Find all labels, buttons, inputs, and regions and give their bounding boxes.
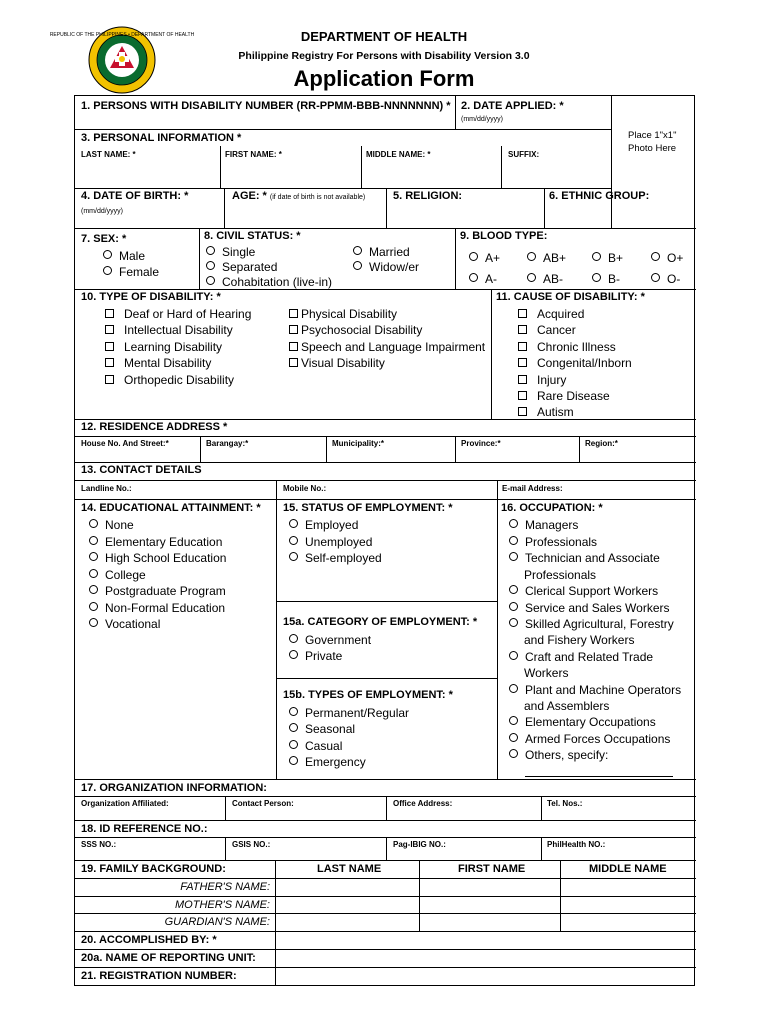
civil-single-option[interactable]: Single (206, 246, 255, 258)
cause-acquired-checkbox[interactable]: Acquired (518, 308, 584, 320)
occupation-clerical-option[interactable]: Clerical Support Workers (509, 585, 658, 597)
type-emergency-option[interactable]: Emergency (289, 756, 366, 768)
contact-person-field[interactable]: Contact Person: (232, 799, 294, 808)
occupation-label: 16. OCCUPATION: * (501, 502, 603, 514)
accomplished-by-label: 20. ACCOMPLISHED BY: * (81, 934, 217, 946)
occupation-professionals-option[interactable]: Professionals (509, 536, 597, 548)
type-casual-option[interactable]: Casual (289, 740, 342, 752)
registration-number-label: 21. REGISTRATION NUMBER: (81, 970, 237, 982)
province-field[interactable]: Province:* (461, 439, 501, 448)
last-name-field[interactable]: LAST NAME: * (81, 150, 136, 159)
blood-o-pos-option[interactable]: O+ (651, 252, 683, 264)
cause-cancer-checkbox[interactable]: Cancer (518, 324, 576, 336)
occupation-elementary-option[interactable]: Elementary Occupations (509, 716, 656, 728)
cause-of-disability-label: 11. CAUSE OF DISABILITY: * (496, 291, 645, 303)
dob-hint: (mm/dd/yyyy) (81, 208, 123, 215)
occupation-managers-option[interactable]: Managers (509, 519, 578, 531)
gsis-number-field[interactable]: GSIS NO.: (232, 840, 271, 849)
civil-cohabitation-option[interactable]: Cohabitation (live-in) (206, 276, 332, 288)
family-background-label: 19. FAMILY BACKGROUND: (81, 863, 226, 875)
occupation-plant-machine-option[interactable]: Plant and Machine Operators (509, 684, 681, 696)
first-name-field[interactable]: FIRST NAME: * (225, 150, 282, 159)
father-name-label: FATHER'S NAME: (180, 881, 270, 893)
photo-placeholder-line2: Photo Here (628, 143, 677, 154)
department-heading: DEPARTMENT OF HEALTH (300, 29, 468, 44)
guardian-name-label: GUARDIAN'S NAME: (164, 916, 270, 928)
form-title: Application Form (293, 66, 475, 91)
education-none-option[interactable]: None (89, 519, 134, 531)
suffix-field[interactable]: SUFFIX: (508, 150, 540, 159)
education-high-school-option[interactable]: High School Education (89, 552, 226, 564)
disability-mental-checkbox[interactable]: Mental Disability (105, 357, 211, 369)
employment-self-employed-option[interactable]: Self-employed (289, 552, 382, 564)
disability-orthopedic-checkbox[interactable]: Orthopedic Disability (105, 374, 234, 386)
id-reference-label: 18. ID REFERENCE NO.: (81, 823, 208, 835)
education-elementary-option[interactable]: Elementary Education (89, 536, 222, 548)
status-of-employment-label: 15. STATUS OF EMPLOYMENT: * (283, 502, 453, 514)
municipality-field[interactable]: Municipality:* (332, 439, 385, 448)
blood-b-pos-option[interactable]: B+ (592, 252, 623, 264)
cause-congenital-checkbox[interactable]: Congenital/Inborn (518, 357, 632, 369)
category-private-option[interactable]: Private (289, 650, 342, 662)
age-label: AGE: * (232, 190, 267, 202)
civil-separated-option[interactable]: Separated (206, 261, 277, 273)
tel-nos-field[interactable]: Tel. Nos.: (547, 799, 583, 808)
civil-married-option[interactable]: Married (353, 246, 410, 258)
civil-status-label: 8. CIVIL STATUS: * (204, 230, 301, 242)
email-field[interactable]: E-mail Address: (502, 484, 563, 493)
cause-chronic-illness-checkbox[interactable]: Chronic Illness (518, 341, 616, 353)
educational-attainment-label: 14. EDUCATIONAL ATTAINMENT: * (81, 502, 261, 514)
landline-field[interactable]: Landline No.: (81, 484, 132, 493)
occupation-technician-line2: Professionals (524, 568, 597, 582)
cause-injury-checkbox[interactable]: Injury (518, 374, 566, 386)
education-postgraduate-option[interactable]: Postgraduate Program (89, 585, 226, 597)
barangay-field[interactable]: Barangay:* (206, 439, 249, 448)
region-field[interactable]: Region:* (585, 439, 618, 448)
occupation-others-option[interactable]: Others, specify: (509, 749, 608, 761)
category-government-option[interactable]: Government (289, 634, 371, 646)
contact-details-label: 13. CONTACT DETAILS (81, 464, 202, 476)
family-last-name-header: LAST NAME (317, 863, 382, 875)
office-address-field[interactable]: Office Address: (393, 799, 453, 808)
registry-subtitle: Philippine Registry For Persons with Disability Version 3.0 (238, 50, 530, 62)
disability-visual-checkbox[interactable]: Visual Disability (289, 357, 385, 369)
education-non-formal-option[interactable]: Non-Formal Education (89, 602, 225, 614)
occupation-skilled-agri-option[interactable]: Skilled Agricultural, Forestry (509, 618, 674, 630)
education-college-option[interactable]: College (89, 569, 146, 581)
seal-top-text: REPUBLIC OF THE PHILIPPINES • DEPARTMENT OF HEALTH (49, 32, 195, 38)
ethnic-group-label: 6. ETHNIC GROUP: (549, 190, 650, 202)
disability-physical-checkbox[interactable]: Physical Disability (289, 308, 397, 320)
blood-ab-neg-option[interactable]: AB- (527, 273, 563, 285)
house-street-field[interactable]: House No. And Street:* (81, 439, 169, 448)
occupation-plant-machine-line2: and Assemblers (524, 699, 610, 713)
occupation-armed-forces-option[interactable]: Armed Forces Occupations (509, 733, 670, 745)
pagibig-number-field[interactable]: Pag-IBIG NO.: (393, 840, 446, 849)
blood-type-label: 9. BLOOD TYPE: (460, 230, 548, 242)
family-first-name-header: FIRST NAME (458, 863, 526, 875)
category-of-employment-label: 15a. CATEGORY OF EMPLOYMENT: * (283, 616, 478, 628)
disability-learning-checkbox[interactable]: Learning Disability (105, 341, 222, 353)
religion-label: 5. RELIGION: (393, 190, 463, 202)
reporting-unit-label: 20a. NAME OF REPORTING UNIT: (81, 952, 256, 964)
philhealth-number-field[interactable]: PhilHealth NO.: (547, 840, 606, 849)
date-applied-label: 2. DATE APPLIED: * (461, 100, 564, 112)
sex-male-option[interactable]: Male (103, 250, 145, 262)
sex-label: 7. SEX: * (81, 233, 127, 245)
application-form (74, 95, 695, 986)
disability-speech-checkbox[interactable]: Speech and Language Impairment (289, 341, 485, 353)
date-of-birth-label: 4. DATE OF BIRTH: * (81, 190, 189, 202)
date-applied-hint: (mm/dd/yyyy) (461, 116, 503, 123)
type-seasonal-option[interactable]: Seasonal (289, 723, 355, 735)
organization-info-label: 17. ORGANIZATION INFORMATION: (81, 782, 267, 794)
mobile-field[interactable]: Mobile No.: (283, 484, 327, 493)
types-of-employment-label: 15b. TYPES OF EMPLOYMENT: * (283, 689, 453, 701)
civil-widow-option[interactable]: Widow/er (353, 261, 419, 273)
pwd-number-label: 1. PERSONS WITH DISABILITY NUMBER (RR-PPMM-BBB-NNNNNNN) * (81, 100, 451, 112)
age-hint: (if date of birth is not available) (269, 194, 366, 201)
cause-autism-checkbox[interactable]: Autism (518, 406, 574, 418)
occupation-craft-line2: Workers (524, 666, 569, 680)
disability-intellectual-checkbox[interactable]: Intellectual Disability (105, 324, 233, 336)
occupation-service-sales-option[interactable]: Service and Sales Workers (509, 602, 670, 614)
occupation-specify-line[interactable] (525, 776, 673, 777)
occupation-craft-option[interactable]: Craft and Related Trade (509, 651, 653, 663)
occupation-technician-option[interactable]: Technician and Associate (509, 552, 660, 564)
blood-b-neg-option[interactable]: B- (592, 273, 620, 285)
mother-name-label: MOTHER'S NAME: (175, 899, 270, 911)
employment-employed-option[interactable]: Employed (289, 519, 358, 531)
employment-unemployed-option[interactable]: Unemployed (289, 536, 372, 548)
residence-address-label: 12. RESIDENCE ADDRESS * (81, 421, 228, 433)
organization-affiliated-field[interactable]: Organization Affiliated: (81, 799, 169, 808)
blood-a-pos-option[interactable]: A+ (469, 252, 500, 264)
sex-female-option[interactable]: Female (103, 266, 159, 278)
blood-ab-pos-option[interactable]: AB+ (527, 252, 566, 264)
personal-info-label: 3. PERSONAL INFORMATION * (81, 132, 242, 144)
family-middle-name-header: MIDDLE NAME (589, 863, 667, 875)
occupation-skilled-agri-line2: and Fishery Workers (524, 633, 635, 647)
blood-a-neg-option[interactable]: A- (469, 273, 497, 285)
disability-deaf-checkbox[interactable]: Deaf or Hard of Hearing (105, 308, 251, 320)
education-vocational-option[interactable]: Vocational (89, 618, 160, 630)
type-of-disability-label: 10. TYPE OF DISABILITY: * (81, 291, 221, 303)
middle-name-field[interactable]: MIDDLE NAME: * (366, 150, 431, 159)
photo-placeholder-line1: Place 1"x1" (628, 130, 677, 141)
blood-o-neg-option[interactable]: O- (651, 273, 680, 285)
disability-psychosocial-checkbox[interactable]: Psychosocial Disability (289, 324, 422, 336)
cause-rare-disease-checkbox[interactable]: Rare Disease (518, 390, 610, 402)
type-permanent-option[interactable]: Permanent/Regular (289, 707, 409, 719)
sss-number-field[interactable]: SSS NO.: (81, 840, 117, 849)
